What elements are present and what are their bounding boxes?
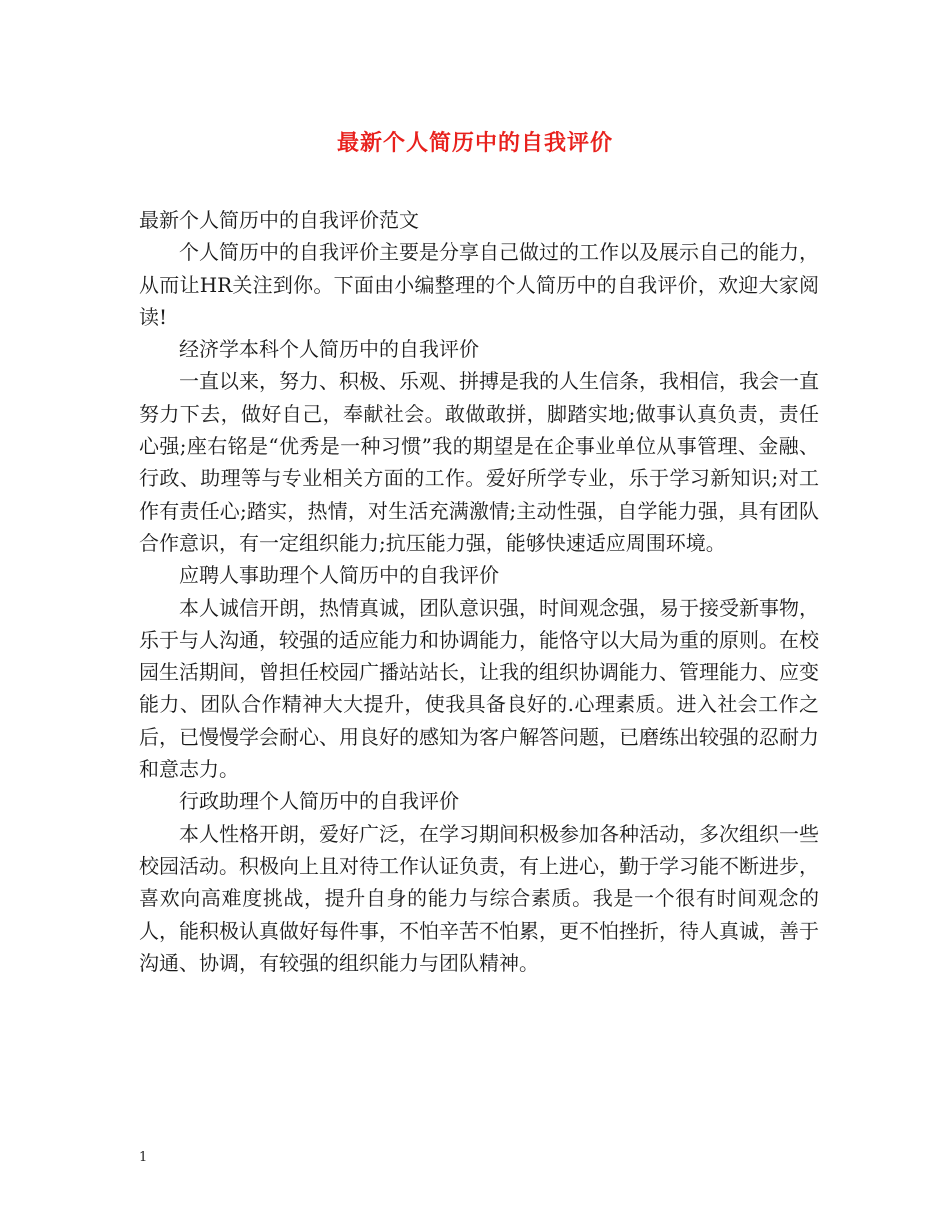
paragraph-intro: 个人简历中的自我评价主要是分享自己做过的工作以及展示自己的能力，从而让HR关注到你。下面由小编整理的个人简历中的自我评价，欢迎大家阅读! [139, 240, 819, 329]
section-heading-economics: 经济学本科个人简历中的自我评价 [179, 337, 479, 362]
paragraph-subtitle: 最新个人简历中的自我评价范文 [139, 208, 419, 232]
document-title: 最新个人简历中的自我评价 [336, 130, 613, 156]
page-number: 1 [139, 1150, 148, 1165]
section-heading-hr-assistant: 应聘人事助理个人简历中的自我评价 [179, 563, 499, 588]
paragraph-hr-assistant: 本人诚信开朗，热情真诚，团队意识强，时间观念强，易于接受新事物，乐于与人沟通，较强的适应能力和协调能力，能恪守以大局为重的原则。在校园生活期间，曾担任校园广播站站长，让我的组织协调能力、管理能力、应变能力、团队合作精神大大提升，使我具备良好的.心理素质。进入社会工作之后，已慢慢学会耐心、用良好的感知为客户解答问题，已磨练出较强的忍耐力和意志力。 [139, 595, 819, 782]
paragraph-economics: 一直以来，努力、积极、乐观、拼搏是我的人生信条，我相信，我会一直努力下去，做好自己，奉献社会。敢做敢拼，脚踏实地;做事认真负责，责任心强;座右铭是“优秀是一种习惯”我的期望是在企事业单位从事管理、金融、行政、助理等与专业相关方面的工作。爱好所学专业，乐于学习新知识;对工作有责任心;踏实，热情，对生活充满激情;主动性强，自学能力强，具有团队合作意识，有一定组织能力;抗压能力强，能够快速适应周围环境。 [139, 369, 819, 555]
section-heading-admin-assistant: 行政助理个人简历中的自我评价 [179, 789, 459, 814]
paragraph-admin-assistant: 本人性格开朗，爱好广泛，在学习期间积极参加各种活动，多次组织一些校园活动。积极向上且对待工作认证负责，有上进心，勤于学习能不断进步，喜欢向高难度挑战，提升自身的能力与综合素质。我是一个很有时间观念的人，能积极认真做好每件事，不怕辛苦不怕累，更不怕挫折，待人真诚，善于沟通、协调，有较强的组织能力与团队精神。 [139, 821, 819, 975]
document-body [139, 204, 819, 979]
